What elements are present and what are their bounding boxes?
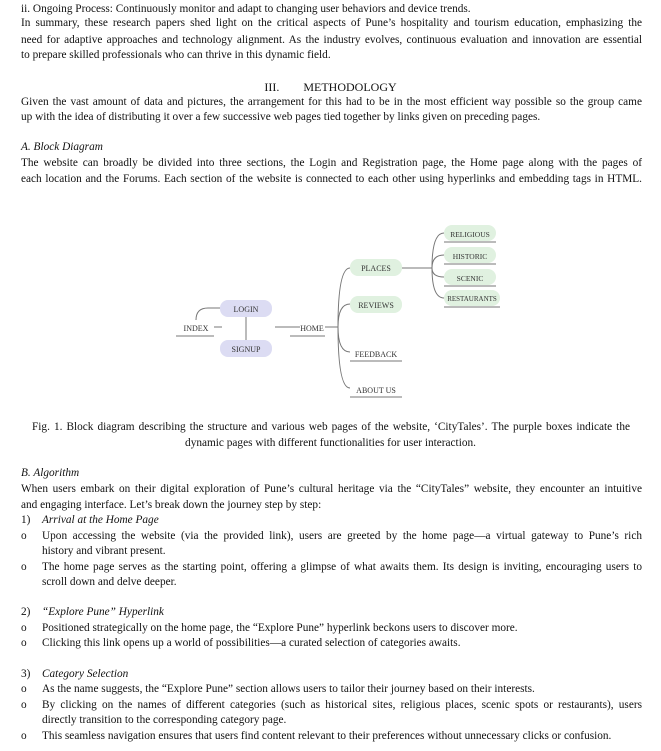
list-item-text: Positioned strategically on the home page, the “Explore Pune” hyperlink beckons users to discover more.: [42, 622, 518, 634]
step-title: “Explore Pune” Hyperlink: [42, 606, 164, 618]
node-places-label: PLACES: [361, 264, 391, 273]
list-item-text: By clicking on the names of different categories (such as historical sites, religious places, scenic spots or restaurants), users: [42, 699, 642, 711]
node-login-label: LOGIN: [233, 305, 259, 314]
step-number: 1): [21, 514, 31, 526]
node-index-label: INDEX: [183, 324, 209, 333]
bullet-marker: o: [21, 637, 27, 649]
bullet-marker: o: [21, 730, 27, 742]
figure-caption-line-1: Fig. 1. Block diagram describing the structure and various web pages of the website, ‘CityTales’. The purple boxes indicate the: [32, 421, 630, 433]
algorithm-line-2: and engaging interface. Let’s break down the journey step by step:: [21, 499, 322, 511]
node-reviews-label: REVIEWS: [358, 301, 394, 310]
summary-line-1: In summary, these research papers shed light on the critical aspects of Pune’s hospitality and tourism education, emphasizing the: [21, 17, 642, 29]
bullet-marker: o: [21, 530, 27, 542]
bullet-marker: o: [21, 683, 27, 695]
node-religious-label: RELIGIOUS: [450, 230, 490, 239]
block-diagram-line-2: each location and the Forums. Each section of the website is connected to each other using hyperlinks and embedding tags in HTML.: [21, 173, 642, 185]
bullet-marker: o: [21, 699, 27, 711]
list-item-text: This seamless navigation ensures that users find content relevant to their preferences without unnecessary clicks or confusion.: [42, 730, 612, 742]
section-heading-methodology: [0, 80, 661, 94]
list-item: [21, 698, 642, 726]
node-feedback-label: FEEDBACK: [354, 350, 398, 359]
list-item-text: directly transition to the corresponding category page.: [42, 714, 287, 726]
section-number: III.: [264, 80, 280, 94]
algorithm-line-1: When users embark on their digital exploration of Pune’s cultural heritage via the “CityTales” website, they encounter an intuitive: [21, 483, 642, 495]
list-item-text: As the name suggests, the “Explore Pune” section allows users to tailor their journey based on their interests.: [42, 683, 535, 695]
figure-caption-line-2: dynamic pages with different functionalities for user interaction.: [185, 437, 476, 449]
list-item: [21, 529, 642, 557]
subsection-heading-block-diagram: A. Block Diagram: [21, 141, 103, 153]
list-item-ongoing-process: ii. Ongoing Process: Continuously monitor and adapt to changing user behaviors and device trends.: [21, 3, 471, 15]
bullet-marker: o: [21, 561, 27, 573]
list-item: [21, 560, 642, 588]
step-title: Category Selection: [42, 668, 129, 680]
node-scenic-label: SCENIC: [456, 274, 484, 283]
list-item-text: The home page serves as the starting point, offering a glimpse of what awaits them. Its design is inviting, encouraging users to: [42, 561, 642, 573]
step-title: Arrival at the Home Page: [42, 514, 159, 526]
list-item-text: Clicking this link opens up a world of possibilities—a curated selection of categories awaits.: [42, 637, 461, 649]
list-item-text: scroll down and delve deeper.: [42, 576, 177, 588]
node-about-label: ABOUT US: [356, 386, 396, 395]
node-home-label: HOME: [300, 324, 324, 333]
block-diagram-line-1: The website can broadly be divided into three sections, the Login and Registration page, the Home page along with the pages of: [21, 157, 642, 169]
summary-line-3: to prepare skilled professionals who can thrive in this dynamic field.: [21, 49, 331, 61]
node-restaurants-label: RESTAURANTS: [447, 295, 497, 303]
bullet-marker: o: [21, 622, 27, 634]
node-signup-label: SIGNUP: [231, 345, 261, 354]
methodology-line-2: up with the idea of distributing it over a few successive web pages tied together by links given on preceding pages.: [21, 111, 541, 123]
block-diagram: [0, 200, 661, 420]
section-title: METHODOLOGY: [303, 80, 397, 94]
step-number: 2): [21, 606, 31, 618]
methodology-line-1: Given the vast amount of data and pictures, the arrangement for this had to be in the most efficient way possible so the group came: [21, 96, 642, 108]
subsection-heading-algorithm: B. Algorithm: [21, 467, 80, 479]
summary-line-2: need for adaptive approaches and technology alignment. As the industry evolves, continuous evaluation and innovation are essential: [21, 34, 642, 46]
node-historic-label: HISTORIC: [452, 252, 488, 261]
list-item-text: Upon accessing the website (via the provided link), users are greeted by the home page—a virtual gateway to Pune’s rich: [42, 530, 642, 542]
list-item-text: history and vibrant present.: [42, 545, 166, 557]
step-number: 3): [21, 668, 31, 680]
